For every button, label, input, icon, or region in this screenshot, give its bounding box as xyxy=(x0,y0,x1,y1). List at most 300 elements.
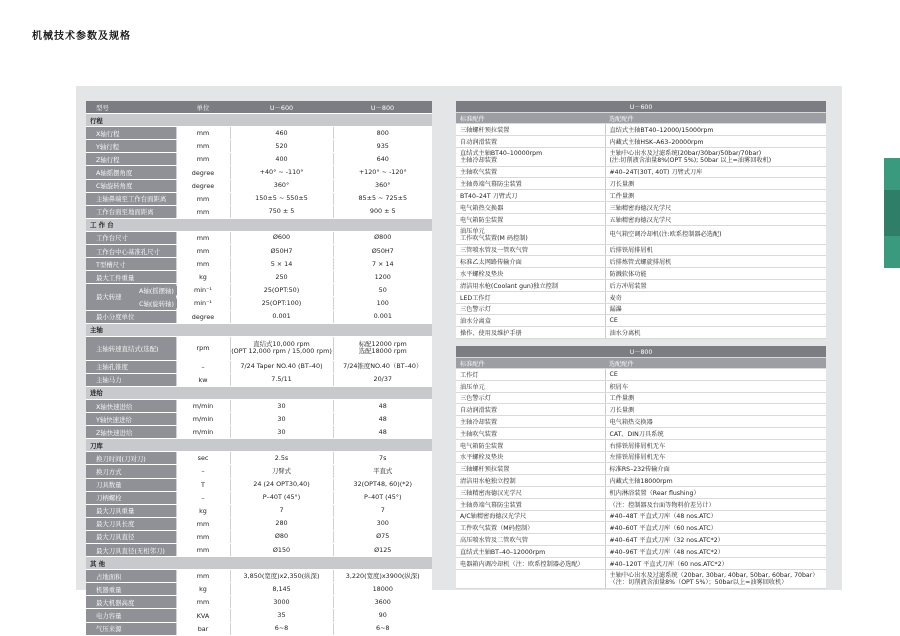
spec-unit: mm xyxy=(176,231,230,244)
spec-unit: min⁻¹ xyxy=(194,299,212,308)
spec-unit: mm xyxy=(176,140,230,153)
spec-u600-value: Ø150 xyxy=(230,544,333,557)
spec-label: 最小分度单位 xyxy=(86,310,176,323)
spec-label: X轴快速进给 xyxy=(86,399,176,412)
u600-optional-item: 内藏式主轴HSK–A63–20000rpm xyxy=(605,135,826,147)
spec-unit: mm xyxy=(176,258,230,271)
u800-standard-item: 电器箱内调冷却机（注：欧系控制器必选配） xyxy=(456,557,605,569)
u800-option-row xyxy=(456,427,826,439)
spec-row xyxy=(86,179,432,192)
u600-standard-item: 油压单元 工作吹气装置(M 码控制) xyxy=(456,225,605,244)
u800-optional-item: 内藏式主轴18000rpm xyxy=(605,475,826,487)
spec-u600-value: 25(OPT:100) xyxy=(230,297,333,310)
spec-unit-cell xyxy=(139,297,230,310)
u600-standard-item: 三轴螺杆预拉装置 xyxy=(456,124,605,136)
u800-optional-item: 主轴中心出水及过滤系统（20bar, 30bar, 40bar, 50bar, 60bar, 70bar） （注：切削液含油量8%（OPT 5%）；50bar以上=油雾回收机） xyxy=(605,569,826,588)
spec-label: 工作台面至地面距离 xyxy=(86,205,176,218)
spec-unit: degree xyxy=(176,179,230,192)
spec-row xyxy=(86,310,432,323)
spec-u800-value: 800 xyxy=(333,127,432,140)
u600-optional-item: 后排炼管式螺旋排屑机 xyxy=(605,256,826,268)
spec-row xyxy=(86,153,432,166)
u600-optional-item: 后方冲屑装置 xyxy=(605,279,826,291)
u800-option-row xyxy=(456,534,826,546)
u800-standard-item: 油压单元 xyxy=(456,380,605,392)
u800-option-row xyxy=(456,463,826,475)
u800-optional-item: #40–48T 平直式刀库（48 nos.ATC） xyxy=(605,510,826,522)
spec-row xyxy=(86,360,432,373)
spec-u600-value: 30 xyxy=(230,399,333,412)
spec-row xyxy=(86,297,432,310)
spec-row xyxy=(86,478,432,491)
spec-u600-value: 400 xyxy=(230,153,333,166)
u600-option-row xyxy=(456,327,826,339)
spec-label: 换刀方式 xyxy=(86,465,176,478)
spec-row xyxy=(86,245,432,258)
spec-u800-value: Ø800 xyxy=(333,231,432,244)
spec-u800-value: 48 xyxy=(333,399,432,412)
spec-unit: mm xyxy=(176,245,230,258)
spec-row xyxy=(86,166,432,179)
spec-row xyxy=(86,530,432,543)
u600-option-row xyxy=(456,244,826,256)
u800-option-row xyxy=(456,510,826,522)
spec-row xyxy=(86,465,432,478)
spec-unit: mm xyxy=(176,570,230,583)
u600-optional-item: 直结式主轴BT40–12000/15000rpm xyxy=(605,124,826,136)
spec-u600-value: P–40T (45°) xyxy=(230,491,333,504)
spec-unit: T xyxy=(176,478,230,491)
u800-standard-item: 自动润滑装置 xyxy=(456,404,605,416)
spec-u800-value: 360° xyxy=(333,179,432,192)
spec-u800-value: 90 xyxy=(333,609,432,622)
spec-row xyxy=(86,596,432,609)
u600-standard-item: LED工作灯 xyxy=(456,291,605,303)
spec-row xyxy=(86,231,432,244)
spec-row xyxy=(86,399,432,412)
spec-u600-value: 30 xyxy=(230,426,333,439)
spec-u600-value: 7 xyxy=(230,504,333,517)
spec-unit: kg xyxy=(176,504,230,517)
u800-option-row xyxy=(456,498,826,510)
spec-u600-value: 6~8 xyxy=(230,622,333,635)
spec-row xyxy=(86,609,432,622)
spec-label: Y轴行程 xyxy=(86,140,176,153)
spec-u800-value: 32(OPT48, 60)(*2) xyxy=(333,478,432,491)
header-unit: 单位 xyxy=(176,101,230,114)
spec-section-label: 工 作 台 xyxy=(86,218,432,231)
spec-u600-value: 250 xyxy=(230,271,333,284)
u800-optional-item: 右排铁屑排屑机无车 xyxy=(605,439,826,451)
spec-section-row xyxy=(86,323,432,336)
spec-label: 占地面积 xyxy=(86,570,176,583)
spec-u800-value: 7/24锥度NO.40（BT–40） xyxy=(333,360,432,373)
u600-standard-header: 标准配件 xyxy=(456,113,605,124)
u600-optional-item: 三轴精密海德汉光学尺 xyxy=(605,201,826,213)
spec-unit: bar xyxy=(176,622,230,635)
spec-section-label: 主轴 xyxy=(86,323,432,336)
spec-unit: mm xyxy=(176,530,230,543)
u600-standard-item: 电气箱防尘装置 xyxy=(456,213,605,225)
u800-standard-item: 清洁用水枪独立控制 xyxy=(456,475,605,487)
spec-u600-value: 280 xyxy=(230,517,333,530)
spec-row xyxy=(86,583,432,596)
u600-title: U－600 xyxy=(456,101,826,113)
u800-optional-item: CAT、DIN刀具系统 xyxy=(605,427,826,439)
u800-option-row xyxy=(456,404,826,416)
spec-u800-value: 0.001 xyxy=(333,310,432,323)
header-model: 型号 xyxy=(86,101,176,114)
spec-unit: m/min xyxy=(176,413,230,426)
u600-optional-item: 电气箱空调冷却机(注:欧系控制器必选配) xyxy=(605,225,826,244)
spec-label: C轴旋转角度 xyxy=(86,179,176,192)
spec-row xyxy=(86,544,432,557)
spec-unit: m/min xyxy=(176,426,230,439)
spec-unit: mm xyxy=(176,596,230,609)
spec-row xyxy=(86,517,432,530)
spec-unit: mm xyxy=(176,153,230,166)
spec-label: 机器重量 xyxy=(86,583,176,596)
spec-label: 最大转速 xyxy=(96,293,122,302)
spec-u600-value: 24 (24 OPT30,40) xyxy=(230,478,333,491)
u600-option-row xyxy=(456,124,826,136)
u800-optional-item: 标准RS–232传输介面 xyxy=(605,463,826,475)
u800-standard-item xyxy=(456,569,605,588)
spec-label: 主轴马力 xyxy=(86,373,176,386)
u800-standard-item: 三色警示灯 xyxy=(456,392,605,404)
spec-row xyxy=(86,258,432,271)
spec-section-row xyxy=(86,386,432,399)
spec-u600-value: Ø80 xyxy=(230,530,333,543)
spec-u800-value: 640 xyxy=(333,153,432,166)
u600-standard-item: 直结式主轴BT40–10000rpm 主轴冷却装置 xyxy=(456,147,605,166)
spec-unit: kg xyxy=(176,583,230,596)
u800-standard-item: 主轴吹气装置 xyxy=(456,427,605,439)
spec-u600-value: 0.001 xyxy=(230,310,333,323)
spec-u600-value: 3,850(宽度)x2,350(纵深) xyxy=(230,570,333,583)
u600-standard-item: 标准乙太网路传输介面 xyxy=(456,256,605,268)
spec-row xyxy=(86,452,432,465)
u800-standard-header: 标准配件 xyxy=(456,358,605,369)
spec-unit: mm xyxy=(176,192,230,205)
u600-optional-item: CE xyxy=(605,315,826,327)
spec-row xyxy=(86,373,432,386)
u600-standard-item: 操作、使用及维护手册 xyxy=(456,327,605,339)
u800-option-row xyxy=(456,369,826,381)
header-u800: U－800 xyxy=(333,101,432,114)
u800-optional-item: 工件量测 xyxy=(605,392,826,404)
u600-option-row xyxy=(456,201,826,213)
u800-standard-item: 工件吹气装置（M码控制） xyxy=(456,522,605,534)
u800-standard-item: 三轴螺杆预拉装置 xyxy=(456,463,605,475)
spec-u600-value: 8,145 xyxy=(230,583,333,596)
spec-u600-value: 30 xyxy=(230,413,333,426)
spec-u800-value: 平直式 xyxy=(333,465,432,478)
spec-u800-value: 100 xyxy=(333,297,432,310)
spec-label: 刀柄螺栓 xyxy=(86,491,176,504)
spec-unit: kw xyxy=(176,373,230,386)
spec-u800-value: 85±5 ~ 725±5 xyxy=(333,192,432,205)
spec-label: 最大刀具重量 xyxy=(86,504,176,517)
u600-standard-item: 主轴鼻端气幕防尘装置 xyxy=(456,178,605,190)
spec-u600-value: Ø600 xyxy=(230,231,333,244)
spec-label: 主轴孔锥度 xyxy=(86,360,176,373)
spec-row xyxy=(86,140,432,153)
u800-option-row xyxy=(456,475,826,487)
u600-standard-item: BT40–24T 刀臂式刀 xyxy=(456,190,605,202)
spec-u600-value: 150±5 ~ 550±5 xyxy=(230,192,333,205)
spec-label: 主轴鼻端至工作台面距离 xyxy=(86,192,176,205)
spec-section-row xyxy=(86,114,432,127)
spec-u800-value: 300 xyxy=(333,517,432,530)
side-tab-marker-dark xyxy=(884,190,900,236)
spec-u800-value: 6~8 xyxy=(333,622,432,635)
spec-u800-value: 标配12000 rpm 选配18000 rpm xyxy=(333,336,432,360)
u800-standard-item: 电气箱防尘装置 xyxy=(456,439,605,451)
spec-u800-value: 7s xyxy=(333,452,432,465)
spec-section-label: 刀库 xyxy=(86,439,432,452)
spec-unit-cell xyxy=(139,284,230,297)
u800-option-row xyxy=(456,557,826,569)
u600-option-row xyxy=(456,213,826,225)
spec-row xyxy=(86,127,432,140)
spec-row xyxy=(86,336,432,360)
u600-option-row xyxy=(456,166,826,178)
u800-option-row xyxy=(456,486,826,498)
spec-row xyxy=(86,271,432,284)
u600-option-row xyxy=(456,178,826,190)
spec-unit: – xyxy=(176,360,230,373)
spec-u600-value: 3000 xyxy=(230,596,333,609)
spec-section-row xyxy=(86,439,432,452)
u600-optional-header: 选配配件 xyxy=(605,113,826,124)
u800-option-row xyxy=(456,451,826,463)
u600-option-row xyxy=(456,315,826,327)
spec-u600-value: 刀臂式 xyxy=(230,465,333,478)
spec-label: 最大刀具直径 xyxy=(86,530,176,543)
u800-optional-item: 左排铁屑排屑机无车 xyxy=(605,451,826,463)
spec-u800-value: 48 xyxy=(333,426,432,439)
u600-standard-item: 三色警示灯 xyxy=(456,303,605,315)
u600-optional-item: 防溅软体功能 xyxy=(605,268,826,280)
u600-standard-item: 清洁用水枪(Coolant gun)独立控制 xyxy=(456,279,605,291)
spec-unit: kg xyxy=(176,271,230,284)
spec-section-row xyxy=(86,218,432,231)
u600-optional-item: #40–24T(30T, 40T) 刀臂式刀库 xyxy=(605,166,826,178)
u600-option-row xyxy=(456,135,826,147)
spec-u600-value: 25(OPT:50) xyxy=(230,284,333,297)
u600-standard-item: 主轴吹气装置 xyxy=(456,166,605,178)
spec-u800-value: 900 ± 5 xyxy=(333,205,432,218)
u600-option-row xyxy=(456,303,826,315)
spec-row xyxy=(86,622,432,635)
spec-u800-value: 48 xyxy=(333,413,432,426)
spec-u600-value: +40° ~ -110° xyxy=(230,166,333,179)
u800-optional-item: （注：控制器及台面等物料价差另计） xyxy=(605,498,826,510)
spec-label: 最大刀具长度 xyxy=(86,517,176,530)
u800-option-row xyxy=(456,380,826,392)
u600-optional-item: 漏瀑 xyxy=(605,303,826,315)
u600-optional-item: 工件量测 xyxy=(605,190,826,202)
spec-header-row xyxy=(86,101,432,114)
spec-u800-value: 3,220(宽度)x3900(纵深) xyxy=(333,570,432,583)
u800-standard-item: 主轴鼻端气幕防尘装置 xyxy=(456,498,605,510)
spec-unit: mm xyxy=(176,127,230,140)
u800-optional-item: CE xyxy=(605,369,826,381)
u800-options-table xyxy=(456,346,826,589)
u800-optional-item: #40–64T 平直式刀库（32 nos.ATC*2） xyxy=(605,534,826,546)
spec-section-row xyxy=(86,557,432,570)
u600-optional-item: 后排铁屑排屑机 xyxy=(605,244,826,256)
spec-u800-value: Ø125 xyxy=(333,544,432,557)
spec-unit: min⁻¹ xyxy=(194,286,212,295)
u800-standard-item: 高压喷水管及二管吹气管 xyxy=(456,534,605,546)
spec-unit: degree xyxy=(176,166,230,179)
spec-label: 最大工件重量 xyxy=(86,271,176,284)
u600-optional-item: 刀长量测 xyxy=(605,178,826,190)
spec-section-label: 行程 xyxy=(86,114,432,127)
page-title: 机械技术参数及规格 xyxy=(32,31,131,42)
spec-u800-value: 20/37 xyxy=(333,373,432,386)
spec-row xyxy=(86,426,432,439)
spec-u600-value: 360° xyxy=(230,179,333,192)
spec-unit: mm xyxy=(176,544,230,557)
u600-option-row xyxy=(456,291,826,303)
spec-u600-value: 7.5/11 xyxy=(230,373,333,386)
spec-row xyxy=(86,504,432,517)
u800-standard-item: 主轴冷却装置 xyxy=(456,416,605,428)
spec-label: 最大机器高度 xyxy=(86,596,176,609)
u800-standard-item: 直结式主轴BT–40–12000rpm xyxy=(456,545,605,557)
spec-row xyxy=(86,570,432,583)
u800-standard-item: A/C轴精密海德汉光学尺 xyxy=(456,510,605,522)
spec-section-label: 进给 xyxy=(86,386,432,399)
u600-option-row xyxy=(456,279,826,291)
spec-label: Z轴行程 xyxy=(86,153,176,166)
spec-label: 气压来源 xyxy=(86,622,176,635)
u800-optional-item: 积屑车 xyxy=(605,380,826,392)
spec-u600-value: 5 × 14 xyxy=(230,258,333,271)
spec-table xyxy=(86,101,432,636)
u800-standard-item: 三轴精密海德汉光学尺 xyxy=(456,486,605,498)
spec-sublabel: C轴(旋转轴) xyxy=(136,299,177,308)
spec-unit: – xyxy=(176,491,230,504)
spec-label: T型槽尺寸 xyxy=(86,258,176,271)
u600-optional-item: 主轴中心出水及过滤系统(20bar/30bar/50bar/70bar) (注:切削液含油量8%(OPT 5%); 50bar 以上=油雾回收机) xyxy=(605,147,826,166)
spec-label: 最大刀具直径(无相邻刀) xyxy=(86,544,176,557)
u600-optional-item: 油水分离机 xyxy=(605,327,826,339)
u800-optional-header: 选配配件 xyxy=(605,358,826,369)
u600-option-row xyxy=(456,190,826,202)
spec-label: 工作台中心基准孔尺寸 xyxy=(86,245,176,258)
spec-u600-value: Ø50H7 xyxy=(230,245,333,258)
spec-label: Y轴快速进给 xyxy=(86,413,176,426)
u800-optional-item: #40–60T 平直式刀库（60 nos.ATC） xyxy=(605,522,826,534)
spec-u600-value: 750 ± 5 xyxy=(230,205,333,218)
spec-unit: degree xyxy=(176,310,230,323)
u800-option-row xyxy=(456,545,826,557)
spec-row xyxy=(86,413,432,426)
u800-optional-item: 刀长量测 xyxy=(605,404,826,416)
spec-unit: KVA xyxy=(176,609,230,622)
spec-u600-value: 460 xyxy=(230,127,333,140)
u800-option-row xyxy=(456,439,826,451)
u600-option-row xyxy=(456,225,826,244)
spec-u600-value: 直结式10,000 rpm (OPT 12,000 rpm / 15,000 rpm) xyxy=(230,336,333,360)
u600-standard-item: 水平螺栓及垫块 xyxy=(456,268,605,280)
spec-unit: mm xyxy=(176,205,230,218)
spec-u800-value: 50 xyxy=(333,284,432,297)
u800-option-row xyxy=(456,522,826,534)
spec-u800-value: Ø75 xyxy=(333,530,432,543)
u600-standard-item: 自动润滑装置 xyxy=(456,135,605,147)
spec-u800-value: 1200 xyxy=(333,271,432,284)
spec-label: A轴摇摆角度 xyxy=(86,166,176,179)
u600-standard-item: 油水分离盒 xyxy=(456,315,605,327)
spec-unit: mm xyxy=(176,517,230,530)
spec-u600-value: 7/24 Taper NO.40 (BT–40) xyxy=(230,360,333,373)
spec-u800-value: 935 xyxy=(333,140,432,153)
spec-unit: rpm xyxy=(176,336,230,360)
spec-label: X轴行程 xyxy=(86,127,176,140)
spec-u800-value: +120° ~ -120° xyxy=(333,166,432,179)
spec-label: 主轴转速直结式(选配) xyxy=(86,336,176,360)
u600-options-table xyxy=(456,101,826,339)
u800-optional-item: #40–96T 平直式刀库（48 nos.ATC*2） xyxy=(605,545,826,557)
spec-u600-value: 520 xyxy=(230,140,333,153)
u800-optional-item: 电气箱热交换器 xyxy=(605,416,826,428)
spec-row xyxy=(86,284,432,297)
spec-unit: sec xyxy=(176,452,230,465)
spec-row xyxy=(86,491,432,504)
spec-label: 刀具数量 xyxy=(86,478,176,491)
u800-optional-item: #40–120T 平直式刀库（60 nos.ATC*2） xyxy=(605,557,826,569)
spec-sublabel: A轴(摇摆轴) xyxy=(136,286,177,295)
u600-optional-item: 五轴精密海德汉光学尺 xyxy=(605,213,826,225)
spec-u800-value: 7 xyxy=(333,504,432,517)
spec-label: 换刀时间(刀对刀) xyxy=(86,452,176,465)
spec-unit: m/min xyxy=(176,399,230,412)
u600-option-row xyxy=(456,268,826,280)
spec-u800-value: P–40T (45°) xyxy=(333,491,432,504)
spec-row xyxy=(86,205,432,218)
spec-label: 电力容量 xyxy=(86,609,176,622)
spec-u800-value: 18000 xyxy=(333,583,432,596)
spec-row xyxy=(86,192,432,205)
u800-option-row xyxy=(456,416,826,428)
spec-unit: – xyxy=(176,465,230,478)
u600-standard-item: 电气箱热交换器 xyxy=(456,201,605,213)
u800-option-row xyxy=(456,569,826,588)
u800-standard-item: 水平螺栓及垫块 xyxy=(456,451,605,463)
spec-section-label: 其 他 xyxy=(86,557,432,570)
u800-standard-item: 工作灯 xyxy=(456,369,605,381)
u600-option-row xyxy=(456,256,826,268)
spec-label: Z轴快速进给 xyxy=(86,426,176,439)
spec-u800-value: 3600 xyxy=(333,596,432,609)
spec-u800-value: Ø50H7 xyxy=(333,245,432,258)
spec-u800-value: 7 × 14 xyxy=(333,258,432,271)
u600-standard-item: 三管喷水管及一管吹气管 xyxy=(456,244,605,256)
spec-label: 工作台尺寸 xyxy=(86,231,176,244)
u800-optional-item: 机内淋浴装置（Rear flushing） xyxy=(605,486,826,498)
header-u600: U－600 xyxy=(230,101,333,114)
u800-option-row xyxy=(456,392,826,404)
spec-u600-value: 35 xyxy=(230,609,333,622)
u800-title: U－800 xyxy=(456,346,826,358)
spec-u600-value: 2.5s xyxy=(230,452,333,465)
u600-optional-item: 麦奇 xyxy=(605,291,826,303)
